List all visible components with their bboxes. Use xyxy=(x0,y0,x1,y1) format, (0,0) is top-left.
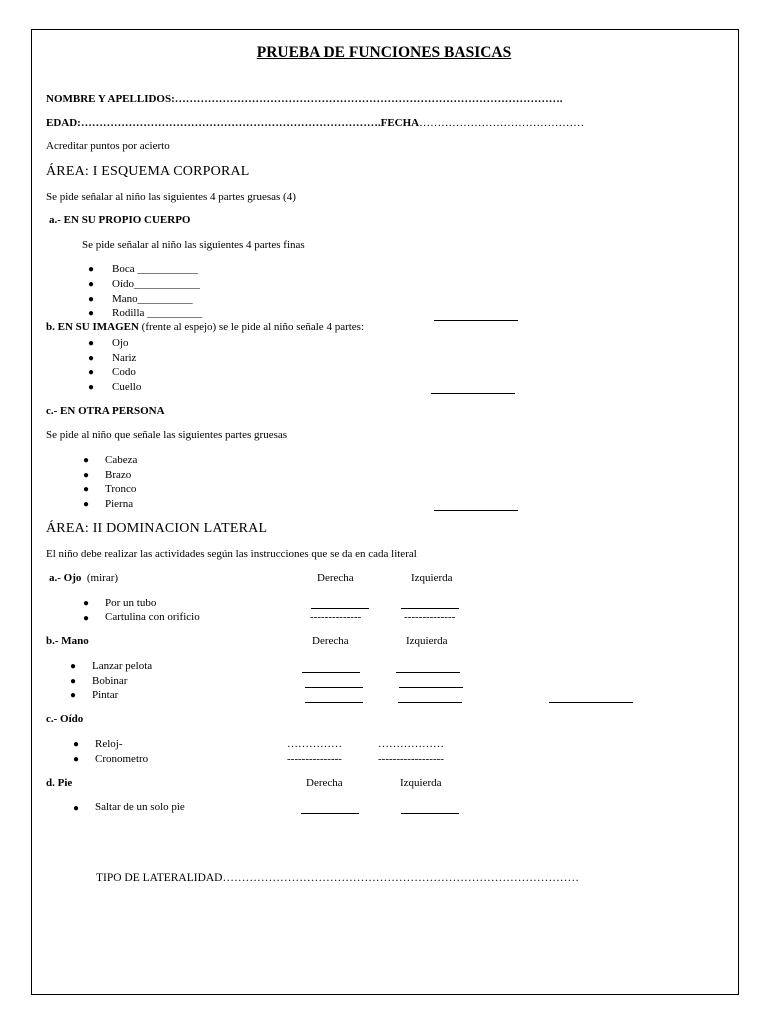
answer-line-right xyxy=(302,672,360,673)
area2-a-line xyxy=(49,572,118,585)
list-item: Pintar xyxy=(92,689,119,701)
list-item: Tronco xyxy=(105,483,137,495)
list-item: Por un tubo xyxy=(105,597,157,609)
list-item: Pierna xyxy=(105,498,134,510)
list-item: Reloj- xyxy=(95,738,123,750)
list-item: Brazo xyxy=(105,469,132,481)
area2-intro: El niño debe realizar las actividades según las instrucciones que se da en cada literal xyxy=(46,548,417,560)
area2-d-label: d. Pie xyxy=(46,777,73,789)
age-label: EDAD: xyxy=(46,117,81,129)
bullet-icon: ● xyxy=(73,754,80,765)
list-item: Codo xyxy=(112,366,136,378)
list-item: Cuello xyxy=(112,381,142,393)
area1-b-line xyxy=(46,321,364,334)
list-item: Rodilla __________ xyxy=(112,307,203,319)
bullet-icon: ● xyxy=(83,499,90,510)
bullet-icon: ● xyxy=(88,308,95,319)
area1-intro: Se pide señalar al niño las siguientes 4 partes gruesas (4) xyxy=(46,191,296,203)
answer-line-left xyxy=(401,608,459,609)
bullet-icon: ● xyxy=(88,294,95,305)
bullet-icon: ● xyxy=(70,690,77,701)
date-dots: ……………………………………… xyxy=(419,117,585,129)
bullet-icon: ● xyxy=(70,676,77,687)
score-line xyxy=(549,702,633,703)
col-header-right: Derecha xyxy=(306,777,343,789)
area2-a-label: a.- Ojo xyxy=(49,572,82,584)
col-header-left: Izquierda xyxy=(400,777,442,789)
score-line xyxy=(434,320,518,321)
list-item: Saltar de un solo pie xyxy=(95,801,185,813)
name-dots: ……………………………………………………………………………………………. xyxy=(174,93,563,105)
bullet-icon: ● xyxy=(70,661,77,672)
bullet-icon: ● xyxy=(88,338,95,349)
bullet-icon: ● xyxy=(83,598,90,609)
dashes-left: -------------- xyxy=(404,611,456,623)
bullet-icon: ● xyxy=(83,455,90,466)
area1-c-instruction: Se pide al niño que señale las siguientes partes gruesas xyxy=(46,429,288,441)
area2-a-sub: (mirar) xyxy=(86,572,119,584)
list-item: Cronometro xyxy=(95,753,149,765)
area2-heading: ÁREA: II DOMINACION LATERAL xyxy=(46,521,268,536)
area1-c-label: c.- EN OTRA PERSONA xyxy=(46,405,165,417)
area1-b-rest: (frente al espejo) se le pide al niño señale 4 partes: xyxy=(138,321,365,333)
bullet-icon: ● xyxy=(88,279,95,290)
answer-line-left xyxy=(396,672,460,673)
answer-line-left xyxy=(398,702,462,703)
bullet-icon: ● xyxy=(83,470,90,481)
area1-b-label: b. EN SU IMAGEN xyxy=(46,321,139,333)
list-item: Bobinar xyxy=(92,675,128,687)
col-header-right: Derecha xyxy=(312,635,349,647)
score-line xyxy=(431,393,515,394)
bullet-icon: ● xyxy=(88,264,95,275)
age-dots: ………………………………………………………………………. xyxy=(80,117,381,129)
answer-line-left xyxy=(401,813,459,814)
laterality-field xyxy=(96,872,579,885)
area2-c-label: c.- Oído xyxy=(46,713,84,725)
list-item: Lanzar pelota xyxy=(92,660,153,672)
dots-right: …………… xyxy=(287,738,342,750)
date-label: FECHA xyxy=(380,117,420,129)
area2-b-label: b.- Mano xyxy=(46,635,89,647)
list-item: Mano__________ xyxy=(112,293,193,305)
laterality-dots: ………………………………………………………………………………… xyxy=(222,872,579,884)
list-item: Cartulina con orificio xyxy=(105,611,200,623)
list-item: Oído____________ xyxy=(112,278,200,290)
answer-line-right xyxy=(301,813,359,814)
document-title: PRUEBA DE FUNCIONES BASICAS xyxy=(256,44,512,61)
area1-heading: ÁREA: I ESQUEMA CORPORAL xyxy=(46,164,250,179)
answer-line-right xyxy=(311,608,369,609)
dots-left: ……………… xyxy=(378,738,444,750)
dashes-left: ------------------ xyxy=(378,753,444,765)
scoring-note: Acreditar puntos por acierto xyxy=(46,140,170,152)
name-field xyxy=(46,93,563,106)
col-header-right: Derecha xyxy=(317,572,354,584)
bullet-icon: ● xyxy=(83,613,90,624)
bullet-icon: ● xyxy=(83,484,90,495)
dashes-right: --------------- xyxy=(287,753,342,765)
area1-a-label: a.- EN SU PROPIO CUERPO xyxy=(49,214,191,226)
laterality-label: TIPO DE LATERALIDAD xyxy=(96,872,223,884)
bullet-icon: ● xyxy=(88,382,95,393)
answer-line-right xyxy=(305,702,363,703)
bullet-icon: ● xyxy=(88,353,95,364)
list-item: Cabeza xyxy=(105,454,138,466)
score-line xyxy=(434,510,518,511)
area1-a-instruction: Se pide señalar al niño las siguientes 4 partes finas xyxy=(82,239,305,251)
list-item: Nariz xyxy=(112,352,137,364)
name-label: NOMBRE Y APELLIDOS: xyxy=(46,93,175,105)
list-item: Ojo xyxy=(112,337,129,349)
dashes-right: -------------- xyxy=(310,611,362,623)
col-header-left: Izquierda xyxy=(406,635,448,647)
col-header-left: Izquierda xyxy=(411,572,453,584)
bullet-icon: ● xyxy=(88,367,95,378)
list-item: Boca ___________ xyxy=(112,263,198,275)
age-date-field xyxy=(46,117,584,130)
answer-line-left xyxy=(399,687,463,688)
bullet-icon: ● xyxy=(73,739,80,750)
answer-line-right xyxy=(305,687,363,688)
bullet-icon: ● xyxy=(73,803,80,814)
